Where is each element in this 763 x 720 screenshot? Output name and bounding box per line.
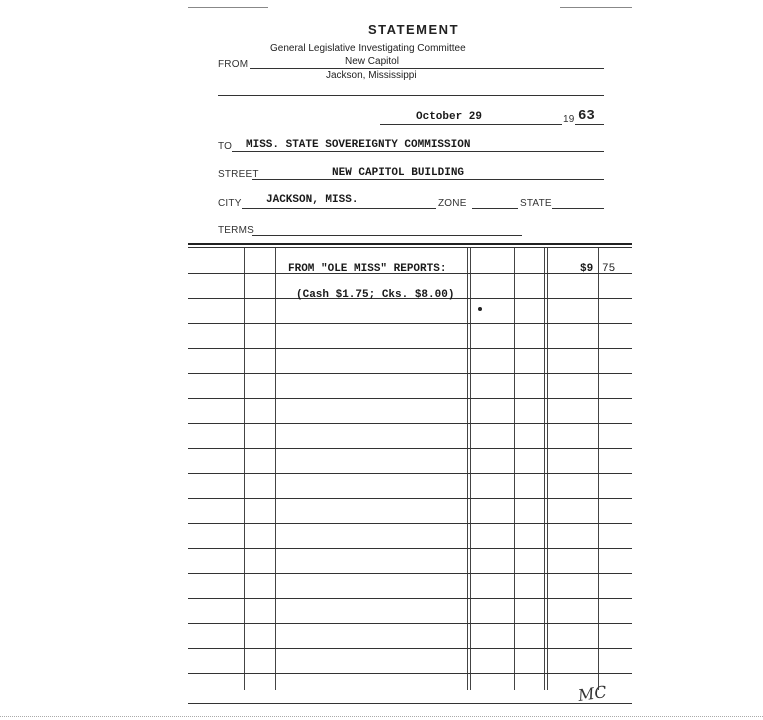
- ledger-row-rule: [188, 423, 632, 424]
- ledger-row-rule: [188, 448, 632, 449]
- ledger-row-rule: [188, 523, 632, 524]
- from-line-2: New Capitol: [345, 56, 399, 67]
- street-value: NEW CAPITOL BUILDING: [332, 167, 465, 179]
- street-label: STREET: [218, 169, 259, 180]
- city-label: CITY: [218, 198, 242, 209]
- ledger-row-rule: [188, 548, 632, 549]
- ledger-row-rule: [188, 623, 632, 624]
- ink-dot: [478, 307, 482, 311]
- line-item-dollars: $9: [580, 263, 594, 275]
- from-line-3: Jackson, Mississippi: [326, 70, 417, 81]
- from-label: FROM: [218, 59, 249, 70]
- state-label: STATE: [520, 198, 552, 209]
- ledger-row-rule: [188, 373, 632, 374]
- to-value: MISS. STATE SOVEREIGNTY COMMISSION: [246, 139, 471, 151]
- handwritten-initials: MC: [576, 682, 608, 705]
- ledger-top-rule-2: [188, 247, 632, 248]
- from-line-1: General Legislative Investigating Committee: [270, 43, 466, 54]
- ledger-row-rule: [188, 473, 632, 474]
- ledger-row-rule: [188, 648, 632, 649]
- terms-label: TERMS: [218, 225, 254, 236]
- line-item-cents: 75: [602, 263, 616, 275]
- statement-title: STATEMENT: [368, 22, 460, 37]
- ledger-row-rule: [188, 348, 632, 349]
- bottom-scan-edge: [0, 716, 763, 717]
- date-value: October 29: [416, 111, 483, 123]
- zone-label: ZONE: [438, 198, 467, 209]
- ledger-top-rule: [188, 243, 632, 245]
- ledger-row-rule: [188, 598, 632, 599]
- city-value: JACKSON, MISS.: [266, 194, 359, 206]
- ledger-row-rule: [188, 498, 632, 499]
- year-suffix: 63: [578, 108, 595, 124]
- ledger-row-rule: [188, 573, 632, 574]
- ledger-row-rule: [188, 398, 632, 399]
- line-item-description: FROM "OLE MISS" REPORTS:: [288, 263, 447, 275]
- ledger-row-rule: [188, 323, 632, 324]
- to-label: TO: [218, 141, 233, 152]
- year-prefix: 19: [563, 114, 575, 125]
- line-item-description: (Cash $1.75; Cks. $8.00): [296, 289, 455, 301]
- ledger-bottom-rule: [188, 703, 632, 704]
- ledger-row-rule: [188, 673, 632, 674]
